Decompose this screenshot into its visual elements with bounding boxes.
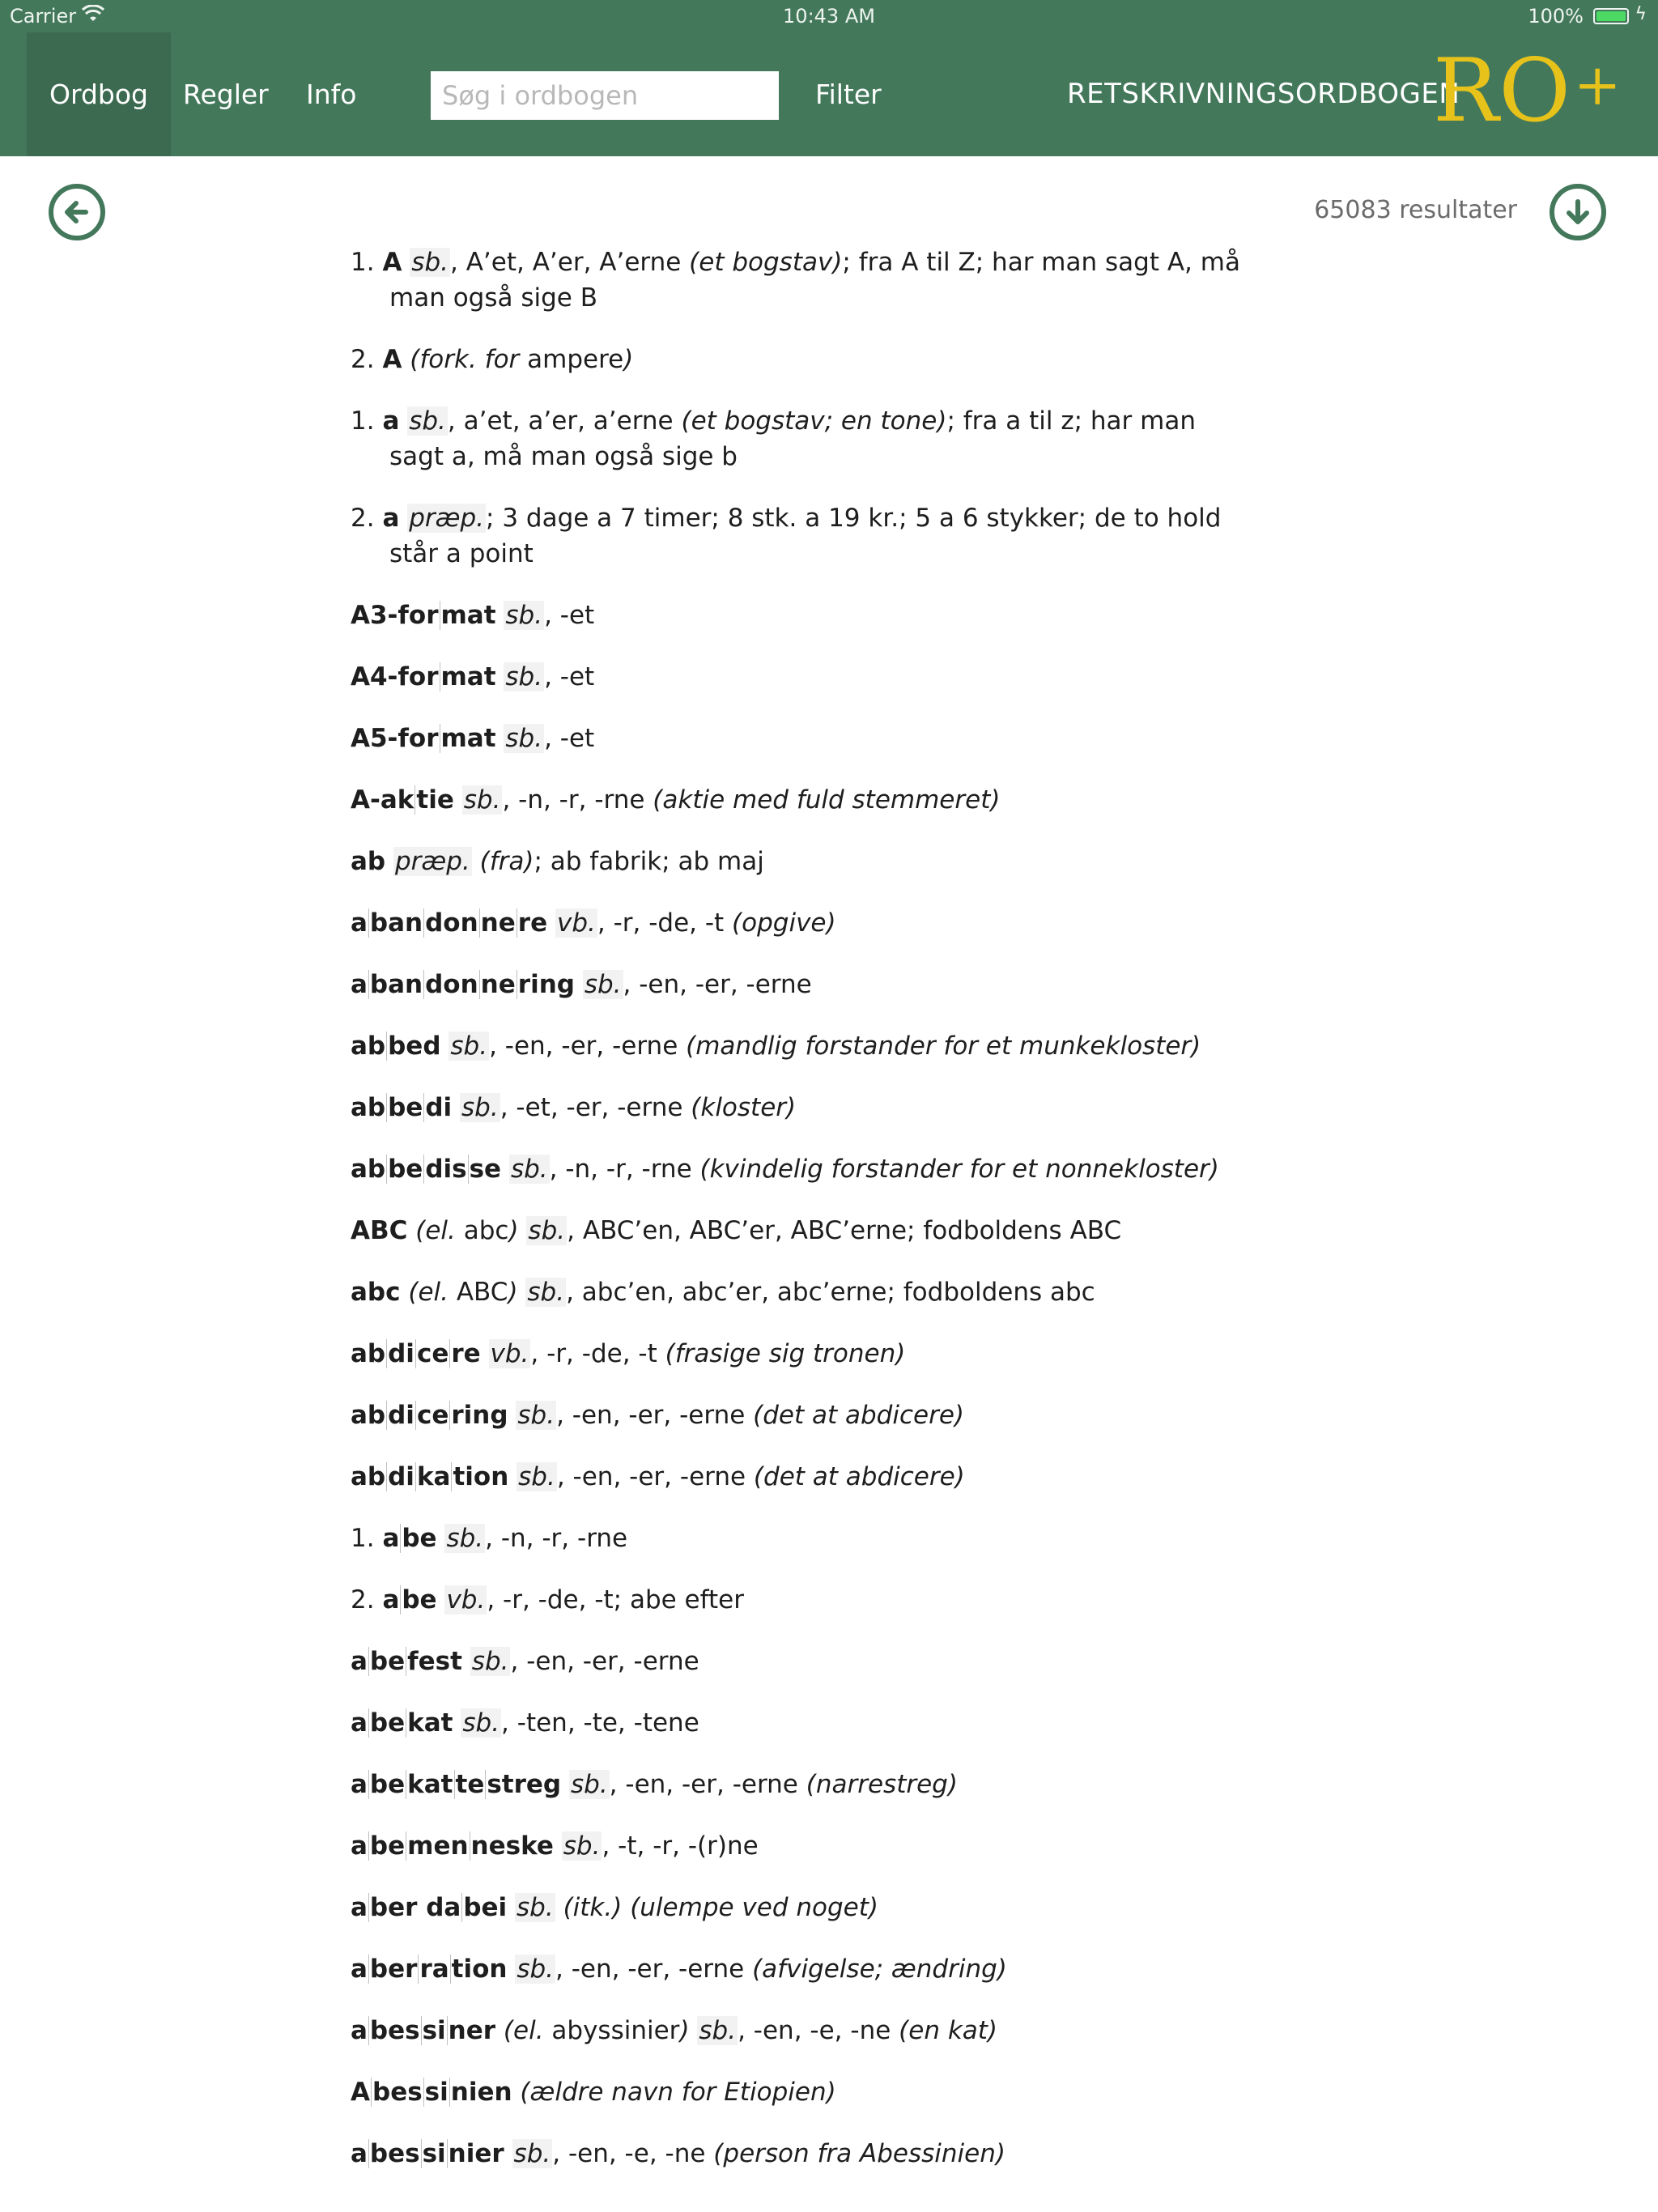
dictionary-entry[interactable]	[351, 1890, 1257, 1925]
entry-number: 2.	[351, 345, 383, 374]
entry-headword: abdicere	[351, 1339, 481, 1368]
dictionary-entry[interactable]	[351, 659, 1257, 695]
battery-percent: 100%	[1528, 5, 1584, 28]
entry-word-class: sb.	[450, 1032, 488, 1061]
entry-word-class: sb.	[411, 248, 449, 277]
entry-headword: ab	[351, 847, 386, 876]
entry-definition: (et bogstav)	[681, 248, 843, 277]
dictionary-entry[interactable]	[351, 1951, 1257, 1987]
entry-headword: abekattestreg	[351, 1770, 562, 1799]
entry-definition: (det at abdicere)	[745, 1401, 965, 1430]
arrow-left-icon	[53, 189, 100, 236]
entry-number: 1.	[351, 1524, 383, 1553]
entry-inflection: , -ten, -te, -tene	[501, 1708, 699, 1738]
dictionary-entry[interactable]	[351, 1705, 1257, 1741]
entry-number: 2.	[351, 1585, 383, 1614]
entry-examples: ; fra a til z; har man sagt a, må man også sige b	[389, 406, 1196, 471]
dictionary-entry[interactable]	[351, 500, 1257, 572]
entry-definition: (narrestreg)	[797, 1770, 958, 1799]
entry-word-class: vb.	[490, 1339, 529, 1368]
dictionary-entry[interactable]	[351, 1336, 1257, 1372]
entry-definition: (mandlig forstander for et munkekloster)	[678, 1032, 1201, 1061]
entry-inflection: , -et, -er, -erne	[500, 1093, 683, 1122]
battery-icon	[1593, 8, 1629, 24]
dictionary-entry[interactable]	[351, 721, 1257, 756]
dictionary-entry[interactable]	[351, 2013, 1257, 2048]
entry-headword: abandonnering	[351, 970, 575, 999]
entry-examples: ; fra A til Z; har man sagt A, må man også sige B	[389, 248, 1240, 313]
dictionary-entry[interactable]	[351, 245, 1257, 316]
entry-headword: ABC	[351, 1216, 408, 1245]
dictionary-entry[interactable]	[351, 1397, 1257, 1433]
dictionary-entry[interactable]	[351, 1644, 1257, 1679]
entry-inflection: , -en, -er, -erne	[555, 1955, 745, 1984]
carrier-label: Carrier	[10, 5, 77, 28]
brand-title: RETSKRIVNINGSORDBOGEN	[1067, 78, 1460, 110]
entry-number: 1.	[351, 406, 383, 436]
entry-word-class: sb.	[510, 1155, 548, 1184]
dictionary-entry[interactable]	[351, 342, 1257, 377]
entry-note: (el.	[407, 1216, 456, 1245]
entry-word-class: sb.	[505, 601, 543, 630]
entry-word-class: sb.	[517, 1955, 555, 1984]
entry-inflection: , -en, -er, -erne	[556, 1462, 746, 1491]
dictionary-entry[interactable]	[351, 2074, 1257, 2110]
search-input[interactable]	[431, 71, 779, 120]
back-button[interactable]	[49, 184, 105, 240]
entry-definition: (en kat)	[891, 2016, 998, 2045]
entry-definition: (aktie med fuld stemmeret)	[644, 785, 1001, 815]
status-bar	[0, 0, 1658, 32]
entry-note: (el.	[495, 2016, 544, 2045]
entry-word-class: sb.	[528, 1216, 566, 1245]
entry-word-class: sb.	[518, 1462, 555, 1491]
dictionary-entry[interactable]	[351, 1090, 1257, 1125]
entry-inflection: , -r, -de, -t	[530, 1339, 657, 1368]
entry-inflection: , -n, -r, -rne	[549, 1155, 692, 1184]
entry-headword: abc	[351, 1278, 401, 1307]
tab-regler[interactable]: Regler	[183, 79, 269, 110]
scroll-down-button[interactable]	[1550, 184, 1606, 240]
app-header	[0, 0, 1658, 156]
entry-word-class: sb.	[409, 406, 446, 436]
entry-word-class: sb.	[461, 1093, 499, 1122]
entry-inflection: , abc’en, abc’er, abc’erne; fodboldens abc	[566, 1278, 1095, 1307]
entry-word-class: sb.	[462, 1708, 500, 1738]
entry-inflection: , -r, -de, -t; abe efter	[487, 1585, 744, 1614]
entry-definition: (opgive)	[724, 908, 836, 938]
entry-examples: ; ab fabrik; ab maj	[534, 847, 764, 876]
entry-word-class: præp.	[394, 847, 470, 876]
dictionary-entry[interactable]	[351, 1582, 1257, 1618]
entry-inflection: , -en, -e, -ne	[552, 2139, 706, 2168]
arrow-down-icon	[1554, 189, 1601, 236]
dictionary-entries	[351, 245, 1257, 2197]
entry-word-class: sb.	[517, 1893, 554, 1922]
entry-headword: abefest	[351, 1647, 462, 1676]
entry-headword: abandonnere	[351, 908, 548, 938]
entry-inflection: , -et	[544, 724, 595, 753]
entry-headword: aber dabei	[351, 1893, 508, 1922]
entry-word-class: sb.	[563, 1831, 601, 1861]
tab-info[interactable]: Info	[306, 79, 357, 110]
entry-headword: abbedi	[351, 1093, 453, 1122]
entry-word-class: vb.	[446, 1585, 486, 1614]
entry-inflection: ; 3 dage a 7 timer; 8 stk. a 19 kr.; 5 a 6 stykker; de to hold står a point	[389, 504, 1222, 568]
entry-definition: (afvigelse; ændring)	[744, 1955, 1007, 1984]
entry-note: (fork. for	[402, 345, 520, 374]
entry-headword: A3-format	[351, 601, 496, 630]
dictionary-entry[interactable]	[351, 1274, 1257, 1310]
entry-inflection: , -en, -er, -erne	[489, 1032, 678, 1061]
entry-definition: (fra)	[471, 847, 534, 876]
entry-inflection: , -en, -er, -erne	[556, 1401, 746, 1430]
entry-word-class: sb.	[505, 662, 543, 691]
dictionary-entry[interactable]	[351, 2136, 1257, 2172]
dictionary-entry[interactable]	[351, 844, 1257, 879]
entry-word-class: sb.	[471, 1647, 509, 1676]
dictionary-entry[interactable]	[351, 905, 1257, 941]
logo-text: RO	[1433, 40, 1571, 142]
entry-inflection: , -en, -er, -erne	[623, 970, 812, 999]
entry-number: 2.	[351, 504, 383, 533]
entry-headword: A-aktie	[351, 785, 454, 815]
dictionary-entry[interactable]	[351, 403, 1257, 474]
entry-headword: A5-format	[351, 724, 496, 753]
entry-inflection: , -n, -r, -rne	[502, 785, 645, 815]
entry-definition: )	[623, 345, 634, 374]
entry-word-class: sb.	[584, 970, 622, 999]
entry-variant: abyssinier	[543, 2016, 680, 2045]
entry-word-class: sb.	[505, 724, 543, 753]
entry-inflection: , ABC’en, ABC’er, ABC’erne; fodboldens ABC	[567, 1216, 1122, 1245]
results-count: 65083 resultater	[1314, 196, 1517, 224]
entry-word-class: sb.	[513, 2139, 551, 2168]
entry-inflection: , -en, -e, -ne	[738, 2016, 891, 2045]
entry-variant: ABC	[449, 1278, 508, 1307]
entry-inflection: , -n, -r, -rne	[485, 1524, 628, 1553]
entry-word-class: sb.	[527, 1278, 565, 1307]
entry-headword: A	[382, 248, 402, 277]
entry-headword: A	[382, 345, 402, 374]
charging-icon: ϟ	[1635, 4, 1647, 24]
tab-ordbog[interactable]: Ordbog	[27, 32, 171, 156]
entry-headword: abekat	[351, 1708, 453, 1738]
entry-number: 1.	[351, 248, 383, 277]
entry-inflection: , -en, -er, -erne	[510, 1647, 699, 1676]
entry-headword: abbed	[351, 1032, 441, 1061]
entry-note: (el.	[400, 1278, 449, 1307]
entry-word-class: sb.	[517, 1401, 555, 1430]
entry-definition: (frasige sig tronen)	[657, 1339, 906, 1368]
entry-word-class: sb.	[463, 785, 501, 815]
entry-word-class: sb.	[570, 1770, 608, 1799]
entry-headword: abdicering	[351, 1401, 508, 1430]
entry-definition: (kvindelig forstander for et nonnekloster)	[691, 1155, 1219, 1184]
entry-headword: Abessinien	[351, 2078, 512, 2107]
entry-word-class: præp.	[409, 504, 485, 533]
entry-headword: abessiner	[351, 2016, 496, 2045]
entry-inflection: , -et	[544, 662, 595, 691]
entry-note: )	[508, 1216, 519, 1245]
entry-headword: abe	[382, 1585, 437, 1614]
dictionary-entry[interactable]	[351, 1521, 1257, 1556]
entry-headword: abbedisse	[351, 1155, 502, 1184]
entry-note: )	[679, 2016, 690, 2045]
entry-definition: (det at abdicere)	[746, 1462, 965, 1491]
entry-inflection: , -r, -de, -t	[597, 908, 725, 938]
entry-headword: abessinier	[351, 2139, 504, 2168]
entry-definition: (person fra Abessinien)	[705, 2139, 1005, 2168]
entry-headword: a	[382, 504, 400, 533]
entry-definition: (kloster)	[682, 1093, 797, 1122]
status-time: 10:43 AM	[783, 5, 875, 28]
entry-word-class: sb.	[699, 2016, 737, 2045]
dictionary-entry[interactable]	[351, 967, 1257, 1002]
entry-headword: abe	[382, 1524, 437, 1553]
dictionary-entry[interactable]	[351, 782, 1257, 818]
entry-word-class: sb.	[446, 1524, 484, 1553]
dictionary-entry[interactable]	[351, 1028, 1257, 1064]
entry-inflection: , -et	[544, 601, 595, 630]
entry-headword: a	[382, 406, 400, 436]
dictionary-entry[interactable]	[351, 1767, 1257, 1802]
dictionary-entry[interactable]	[351, 598, 1257, 633]
dictionary-entry[interactable]	[351, 1213, 1257, 1249]
entry-variant: abc	[455, 1216, 509, 1245]
entry-inflection: , A’et, A’er, A’erne	[449, 248, 682, 277]
entry-inflection: , a’et, a’er, a’erne	[447, 406, 674, 436]
entry-word-class: vb.	[556, 908, 596, 938]
dictionary-entry[interactable]	[351, 1151, 1257, 1187]
entry-inflection: , -t, -r, -(r)ne	[602, 1831, 759, 1861]
entry-inflection: , -en, -er, -erne	[609, 1770, 798, 1799]
entry-headword: abemenneske	[351, 1831, 554, 1861]
ro-plus-logo	[1433, 40, 1622, 142]
entry-definition: (et bogstav; en tone)	[673, 406, 947, 436]
entry-definition: (itk.) (ulempe ved noget)	[555, 1893, 878, 1922]
logo-plus: +	[1573, 52, 1622, 118]
entry-headword: aberration	[351, 1955, 508, 1984]
entry-headword: A4-format	[351, 662, 496, 691]
entry-definition: (ældre navn for Etiopien)	[512, 2078, 836, 2107]
entry-inflection: ampere	[519, 345, 624, 374]
entry-headword: abdikation	[351, 1462, 509, 1491]
filter-button[interactable]: Filter	[815, 79, 882, 110]
dictionary-entry[interactable]	[351, 1828, 1257, 1864]
entry-note: )	[508, 1278, 518, 1307]
dictionary-entry[interactable]	[351, 1459, 1257, 1495]
